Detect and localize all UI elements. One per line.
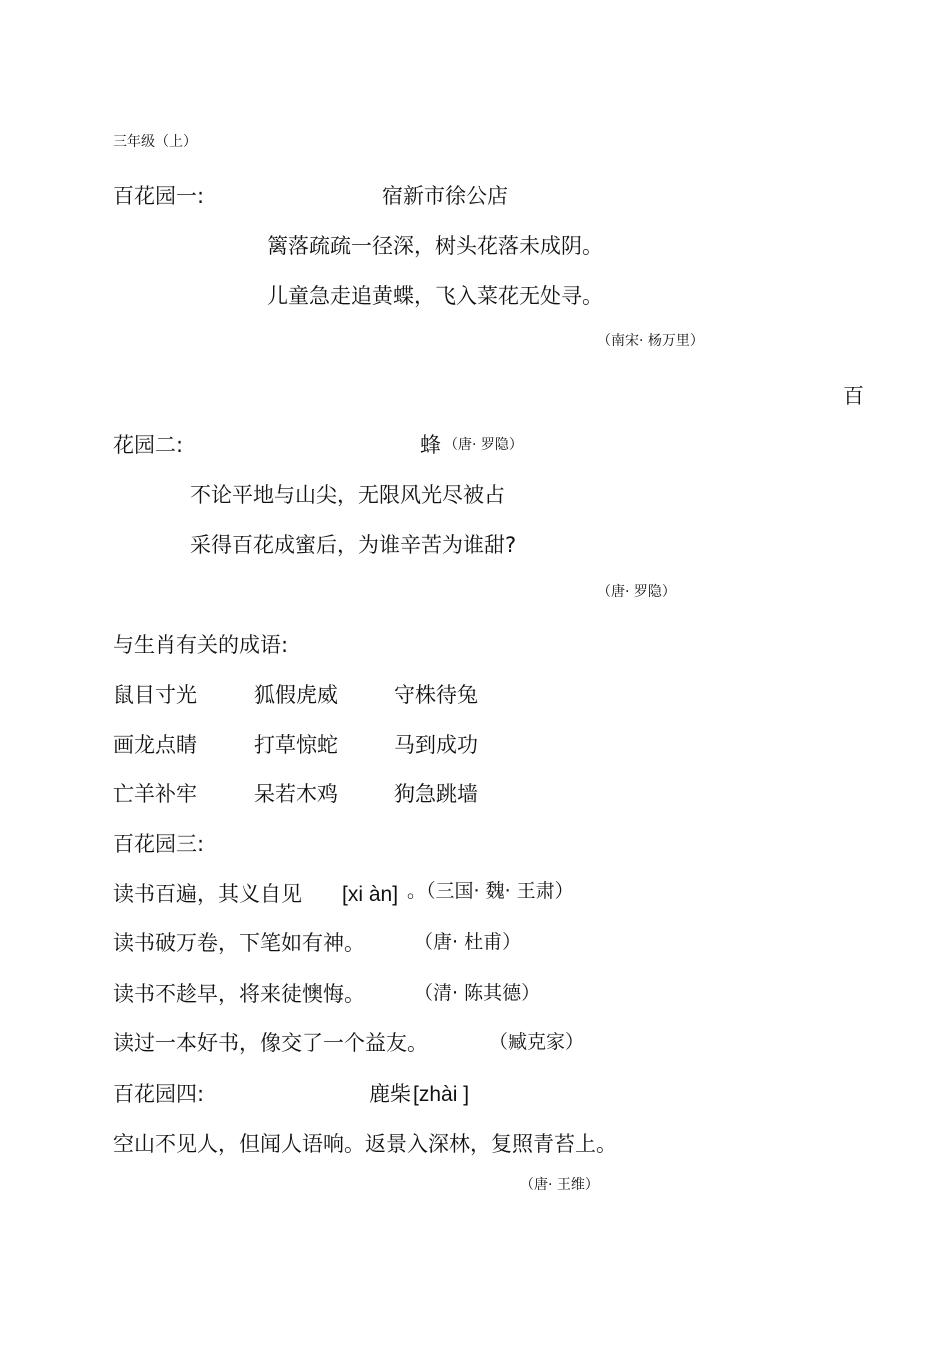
garden4-pinyin: [zhài ] <box>413 1083 470 1106</box>
garden2-line2: 采得百花成蜜后，为谁辛苦为谁甜? <box>190 533 517 557</box>
idiom-3-2: 呆若木鸡 <box>254 782 338 806</box>
garden2-label-part2: 花园二: <box>113 433 184 457</box>
garden1-label: 百花园一: <box>113 184 205 208</box>
idiom-3-1: 亡羊补牢 <box>113 782 197 806</box>
quote1-source: 。（三国· 魏· 王肃） <box>407 880 574 902</box>
garden2-label-part1: 百 <box>843 384 864 408</box>
grade-header: 三年级（上） <box>113 134 197 150</box>
idioms-heading: 与生肖有关的成语: <box>113 633 289 657</box>
garden1-author: （南宋· 杨万里） <box>597 333 704 349</box>
quote1-pinyin: [xi àn] <box>342 883 399 906</box>
quote3-source: （清· 陈其德） <box>414 982 541 1004</box>
garden4-label: 百花园四: <box>113 1082 205 1106</box>
idiom-2-3: 马到成功 <box>394 733 478 757</box>
idiom-1-3: 守株待兔 <box>394 683 478 707</box>
garden2-line1: 不论平地与山尖，无限风光尽被占 <box>190 483 505 507</box>
garden4-author: （唐· 王维） <box>520 1177 599 1193</box>
garden4-poem-title: 鹿柴 <box>369 1082 411 1106</box>
quote1-text: 读书百遍，其义自见 <box>113 882 302 906</box>
garden1-line1: 篱落疏疏一径深，树头花落未成阴。 <box>267 234 603 258</box>
garden2-poem-title: 蜂 <box>420 433 441 457</box>
quote4-text: 读过一本好书，像交了一个益友。 <box>113 1031 428 1055</box>
quote2-text: 读书破万卷，下笔如有神。 <box>113 931 365 955</box>
garden1-poem-title: 宿新市徐公店 <box>382 184 508 208</box>
idiom-1-1: 鼠目寸光 <box>113 683 197 707</box>
quote2-source: （唐· 杜甫） <box>414 931 522 953</box>
garden4-line: 空山不见人，但闻人语响。返景入深林，复照青苔上。 <box>113 1132 617 1156</box>
quote4-source: （臧克家） <box>489 1031 585 1053</box>
garden3-label: 百花园三: <box>113 832 205 856</box>
quote3-text: 读书不趁早，将来徒懊悔。 <box>113 982 365 1006</box>
garden2-title-author: （唐· 罗隐） <box>444 437 523 453</box>
garden1-line2: 儿童急走追黄蝶，飞入菜花无处寻。 <box>267 284 603 308</box>
garden2-author: （唐· 罗隐） <box>597 584 676 600</box>
idiom-2-1: 画龙点睛 <box>113 733 197 757</box>
idiom-3-3: 狗急跳墙 <box>394 782 478 806</box>
idiom-2-2: 打草惊蛇 <box>254 733 338 757</box>
idiom-1-2: 狐假虎威 <box>254 683 338 707</box>
